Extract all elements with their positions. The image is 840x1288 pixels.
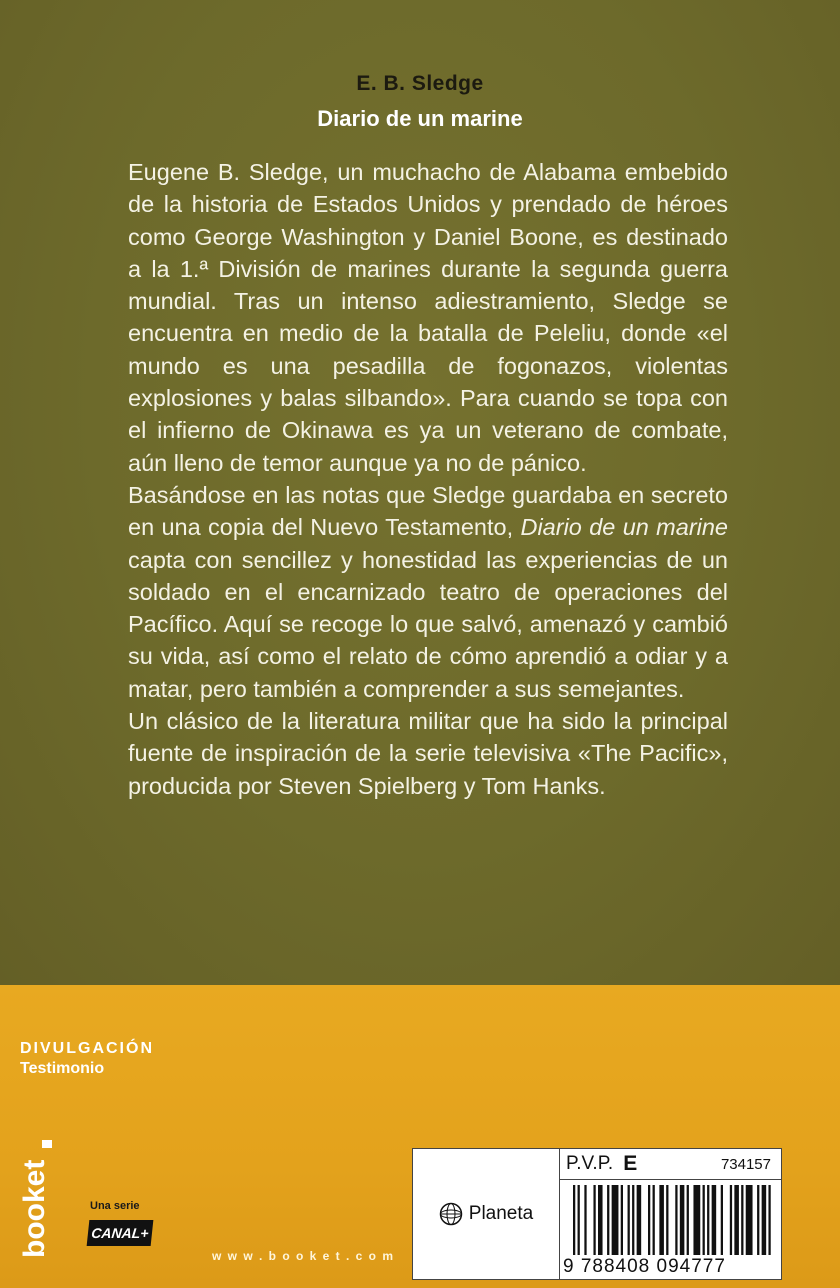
- collection-label: [20, 1040, 154, 1078]
- publisher-name: Planeta: [468, 1203, 534, 1224]
- svg-text:booket: booket: [18, 1159, 51, 1258]
- barcode-bar: [734, 1185, 739, 1255]
- barcode-bar: [741, 1185, 743, 1255]
- barcode-bar: [653, 1185, 655, 1255]
- website-url: w w w . b o o k e t . c o m: [212, 1249, 395, 1263]
- barcode-bar: [680, 1185, 685, 1255]
- barcode-bar: [573, 1185, 575, 1255]
- barcode-bar: [757, 1185, 759, 1255]
- blurb-italic-title: Diario de un marine: [520, 514, 729, 541]
- barcode-bar: [675, 1185, 677, 1255]
- barcode: [573, 1185, 773, 1255]
- canal-plus-logo: CANAL+: [87, 1220, 154, 1246]
- barcode-bar: [746, 1185, 753, 1255]
- blurb-paragraph-2-start: Basándose en las notas que Sledge guardaba en secreto en una copia del Nuevo Testamento,: [128, 481, 728, 541]
- barcode-bar: [693, 1185, 700, 1255]
- barcode-bar: [712, 1185, 717, 1255]
- barcode-bar: [703, 1185, 705, 1255]
- blurb-paragraph-2: [128, 479, 728, 705]
- barcode-bar: [666, 1185, 668, 1255]
- price-code: E: [623, 1152, 638, 1175]
- isbn-digits: 9 788408 094777: [563, 1256, 726, 1277]
- barcode-bar: [612, 1185, 619, 1255]
- barcode-bar: [659, 1185, 664, 1255]
- barcode-bar: [721, 1185, 723, 1255]
- book-title: Diario de un marine: [317, 106, 523, 131]
- barcode-bar: [687, 1185, 689, 1255]
- barcode-bar: [621, 1185, 623, 1255]
- blurb-paragraph-1: Eugene B. Sledge, un muchacho de Alabama embebido de la historia de Estados Unidos y prendado de héroes como George Washington y Daniel Boone, es destinado a la 1.ª División de marines durante la segunda guerra mundial. Tras un intenso adiestramiento, Sledge se encuentra en medio de la batalla de Peleliu, donde «el mundo es una pesadilla de fogonazos, violentas explosiones y balas silbando». Para cuando se topa con el infierno de Okinawa es ya un veterano de combate, aún lleno de temor aunque ya no de pánico.: [128, 159, 728, 476]
- barcode-bar: [578, 1185, 580, 1255]
- barcode-bar: [648, 1185, 650, 1255]
- barcode-bar: [762, 1185, 767, 1255]
- collection-category: DIVULGACIÓN: [20, 1040, 154, 1057]
- barcode-bar: [628, 1185, 630, 1255]
- publisher-cell: [413, 1149, 560, 1279]
- booket-logo: [14, 1140, 54, 1260]
- barcode-bar: [730, 1185, 732, 1255]
- barcode-bar: [607, 1185, 609, 1255]
- barcode-bar: [637, 1185, 642, 1255]
- barcode-bar: [598, 1185, 603, 1255]
- series-label: Una serie: [90, 1200, 140, 1212]
- barcode-bar: [707, 1185, 709, 1255]
- reference-number: 734157: [720, 1155, 771, 1173]
- back-cover-blurb: [128, 156, 728, 802]
- collection-subcategory: Testimonio: [20, 1060, 105, 1077]
- price-row: [560, 1149, 781, 1180]
- barcode-bar: [632, 1185, 634, 1255]
- barcode-bar: [593, 1185, 595, 1255]
- barcode-bar: [584, 1185, 586, 1255]
- planeta-globe-icon: [439, 1202, 463, 1226]
- blurb-paragraph-2-end: capta con sencillez y honestidad las experiencias de un soldado en el encarnizado teatro de operaciones del Pacífico. Aquí se recoge lo que salvó, amenazó y cambió su vida, así como el relato de cómo aprendió a odiar y a matar, pero también a comprender a sus semejantes.: [128, 546, 728, 702]
- blurb-paragraph-3: Un clásico de la literatura militar que ha sido la principal fuente de inspiración de la serie televisiva «The Pacific», producida por Steven Spielberg y Tom Hanks.: [128, 708, 728, 799]
- barcode-bar: [768, 1185, 770, 1255]
- author-name: E. B. Sledge: [356, 72, 484, 95]
- pvp-label: P.V.P.: [566, 1153, 614, 1174]
- barcode-price-box: [412, 1148, 782, 1280]
